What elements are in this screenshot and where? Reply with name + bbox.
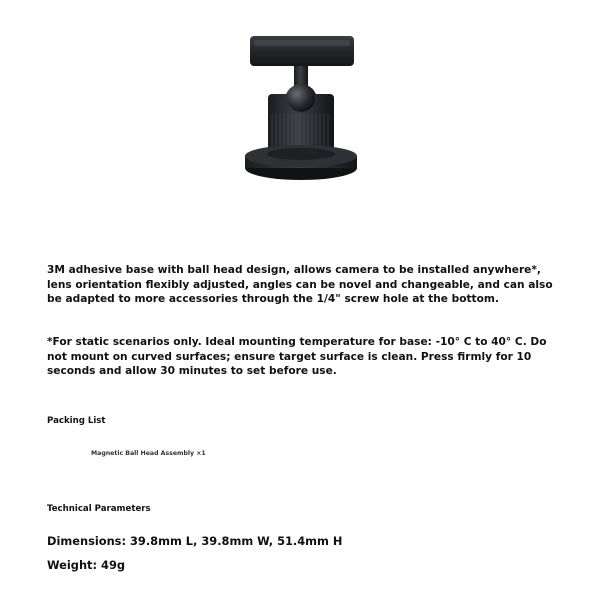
weight-spec: Weight: 49g (47, 558, 126, 572)
product-image (236, 28, 366, 198)
technical-parameters-heading: Technical Parameters (47, 504, 151, 514)
usage-note: *For static scenarios only. Ideal mounting temperature for base: -10° C to 40° C. Do not mount on curved surfaces; ensure target surface is clean. Press firmly for 10 seconds and allow 30 minutes to set before use. (47, 336, 547, 377)
ball-head-mount-illustration (236, 28, 366, 198)
packing-list-item: Magnetic Ball Head Assembly ×1 (91, 450, 206, 457)
product-description: 3M adhesive base with ball head design, allows camera to be installed anywhere*, lens orientation flexibly adjusted, angles can be novel and changeable, and can also be adapted to more accessories through the 1/4" screw hole at the bottom. (47, 264, 553, 305)
packing-list-heading: Packing List (47, 416, 106, 426)
dimensions-spec: Dimensions: 39.8mm L, 39.8mm W, 51.4mm H (47, 534, 343, 548)
